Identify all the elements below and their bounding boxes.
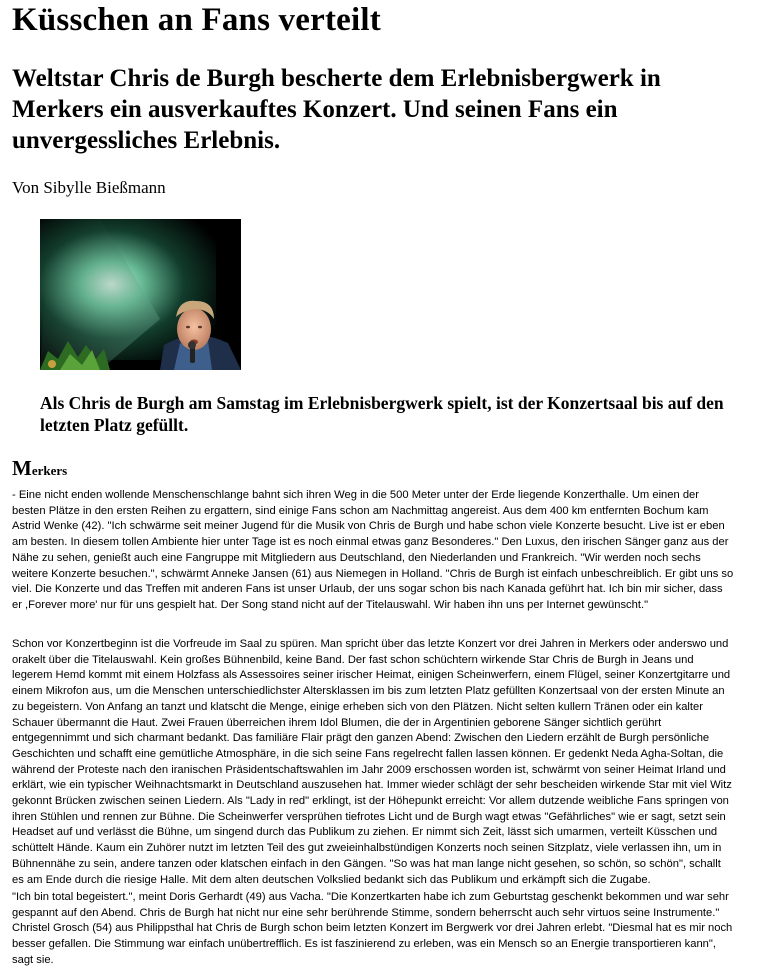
body-paragraph-2: Schon vor Konzertbeginn ist die Vorfreude im Saal zu spüren. Man spricht über das letzte Konzert vor drei Jahren in Merkers oder anderswo und orakelt über die Titelauswahl. Kein großes Bühnenbild, keine Band. Der fast schon schüchtern wirkende Star Chris de Burgh in Jeans und legerem Hemd kommt mit einem Holzfass als Assessoires seiner irischer Heimat, einigen Scheinwerfern, einem Flügel, seiner Konzertgitarre und einem Mikrofon aus, um die Menschen unterschiedlichster Altersklassen im bis zum letzten Platz gefüllten Konzertsaal von der ersten Minute an zu begeistern. Von Anfang an tanzt und klatscht die Menge, einige erheben sich von den Plätzen. Nicht selten kullern Tränen oder ein kalter Schauer übermannt die Haut. Zwei Frauen überreichen ihrem Idol Blumen, die der in Argentinien geborene Sänger sichtlich gerührt entgegennimmt und sich charmant bedankt. Das familiäre Flair prägt den ganzen Abend: Zwischen den Liedern erzählt de Burgh persönliche Geschichten und schafft eine gemütliche Atmosphäre, in die sich seine Fans regelrecht fallen lassen können. Er gedenkt Neda Agha-Soltan, die während der Proteste nach den iranischen Präsidentschaftswahlen im Jahr 2009 erschossen worden ist, schwärmt von seiner Heimat Irland und erklärt, wie ein typischer Weihnachtsmarkt in Deutschland auszusehen hat. Immer wieder schlägt der sehr bescheiden wirkende Star mit viel Witz gekonnt Brücken zwischen seinen Liedern. Als "Lady in red" erklingt, ist der Höhepunkt erreicht: Vor allem dutzende weibliche Fans springen von ihren Stühlen und rennen zur Bühne. Die Scheinwerfer versprühen tiefrotes Licht und de Burgh wagt etwas "Gefährliches" wie er sagt, setzt sein Headset auf und verlässt die Bühne, um singend durch das Publikum zu ziehen. Er nimmt sich Zeit, lässt sich umarmen, verteilt Küsschen und schüttelt Hände. Kaum ein Zuhörer nutzt im letzten Teil des gut zweieinhalbstündigen Konzerts noch seinen Sitzplatz, viele verlassen ihn, um in Bühnennähe zu sein, andere tanzen oder klatschen einfach in den Gängen. "So was hat man lange nicht gesehen, so schön, so schön", schallt es am Ende durch die riesige Halle. Mit dem alten deutschen Volkslied bedankt sich das Publikum und erkämpft sich die Zugabe. xyxy=(12,638,732,886)
dateline xyxy=(12,456,67,483)
body-paragraph-3: "Ich bin total begeistert.", meint Doris Gerhardt (49) aus Vacha. "Die Konzertkarten habe ich zum Geburtstag geschenkt bekommen und war sehr gespannt auf den Abend. Chris de Burgh hat nicht nur eine sehr berührende Stimme, sondern beherrscht auch sehr virtuos seine Instrumente." Christel Grosch (54) aus Philippsthal hat Chris de Burgh schon beim letzten Konzert im Bergwerk vor drei Jahren erlebt. "Diesmal hat es mir noch besser gefallen. Die Stimmung war einfach unübertrefflich. Es ist faszinierend zu erleben, was ein Mensch so an Energie transportieren kann", sagt sie. xyxy=(12,891,733,966)
body-paragraph-1: - Eine nicht enden wollende Menschenschlange bahnt sich ihren Weg in die 500 Meter unter der Erde liegende Konzerthalle. Um einen der besten Plätze in den ersten Reihen zu ergattern, sind einige Fans schon am Nachmittag angereist. Aus dem 400 km entfernten Bochum kam Astrid Wenke (42). "Ich schwärme seit meiner Jugend für die Musik von Chris de Burgh und habe schon viele Konzerte besucht. Live ist er eben am besten. In diesem tollen Ambiente hier unter Tage ist es noch einmal etwas ganz Besonderes." Den Luxus, den irischen Sänger ganz aus der Nähe zu sehen, genießt auch eine Fangruppe mit Mitgliedern aus Deutschland, den Niederlanden und Frankreich. "Wir werden noch sechs weitere Konzerte besuchen.", schwärmt Anneke Jansen (61) aus Niemegen in Holland. "Chris de Burgh ist einfach unbeschreiblich. Er gibt uns so viel. Die Konzerte und das Treffen mit anderen Fans ist unser Urlaub, der uns sogar schon bis nach Kanada geführt hat. Ich bin mir sicher, dass er ,Forever more' nur für uns gespielt hat. Der Song stand nicht auf der Titelauswahl. Wir haben ihn uns per Internet gewünscht." xyxy=(12,489,734,611)
dateline-rest: erkers xyxy=(31,463,68,478)
concert-photo xyxy=(40,219,241,370)
photo-caption: Als Chris de Burgh am Samstag im Erlebnisbergwerk spielt, ist der Konzertsaal bis auf den letzten Platz gefüllt. xyxy=(40,393,724,435)
article-byline: Von Sibylle Bießmann xyxy=(12,178,166,197)
article-subtitle: Weltstar Chris de Burgh bescherte dem Erlebnisbergwerk in Merkers ein ausverkauftes Konzert. Und seinen Fans ein unvergessliches Erlebnis. xyxy=(12,65,661,154)
article-title: Küsschen an Fans verteilt xyxy=(12,2,381,38)
dateline-initial: M xyxy=(12,456,32,480)
concert-photo-icon xyxy=(40,219,241,370)
